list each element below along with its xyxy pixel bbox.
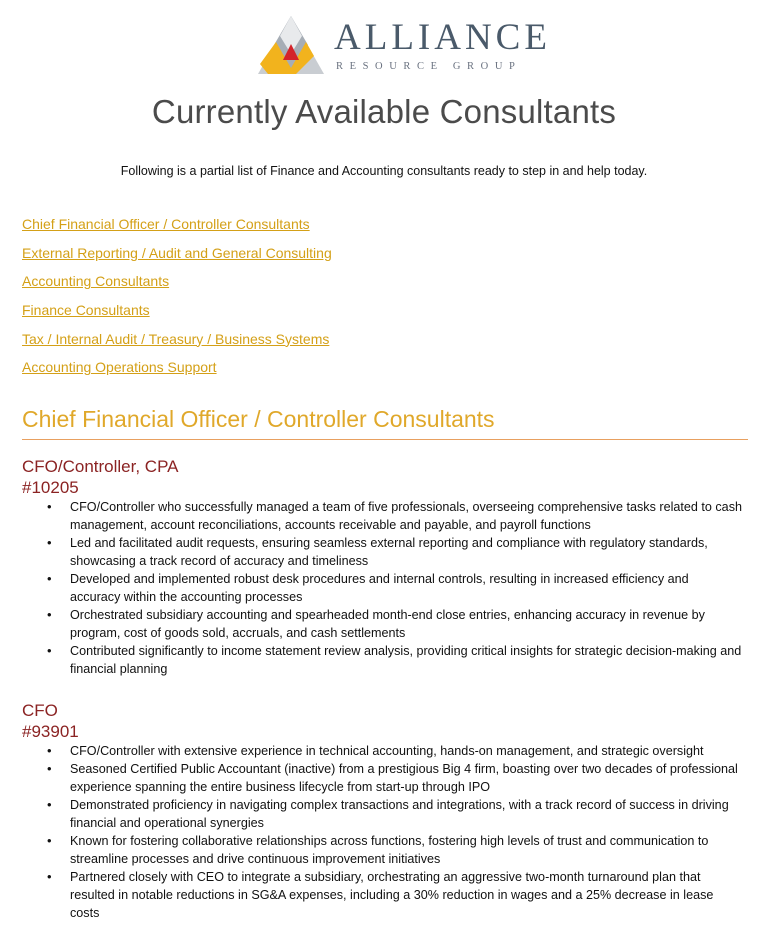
list-item: • Known for fostering collaborative relationships across functions, fostering high levels of trust and communication to streamline processes and drive continuous improvement initiatives xyxy=(22,832,742,868)
page-title: Currently Available Consultants xyxy=(151,93,617,130)
toc-link-cfo-controller[interactable]: Chief Financial Officer / Controller Consultants xyxy=(22,216,310,232)
list-item: • Orchestrated subsidiary accounting and spearheaded month-end close entries, enhancing accuracy in revenue by program, cost of goods sold, accruals, and cash settlements xyxy=(22,606,742,642)
company-logo xyxy=(256,14,566,76)
toc-link-finance[interactable]: Finance Consultants xyxy=(22,302,150,319)
list-item: • CFO/Controller with extensive experience in technical accounting, hands-on management, and strategic oversight xyxy=(22,742,742,760)
consultant-title: CFO xyxy=(22,701,58,720)
list-item: • Partnered closely with CEO to integrate a subsidiary, orchestrating an aggressive two-month turnaround plan that resulted in notable reductions in SG&A expenses, including a 30% reduction in wages and a 25% decrease in lease costs xyxy=(22,868,742,922)
consultant-title: CFO/Controller, CPA xyxy=(22,457,179,476)
consultant-card xyxy=(22,456,742,678)
list-item: • Contributed significantly to income statement review analysis, providing critical insights for strategic decision-making and financial planning xyxy=(22,642,742,678)
toc-link-accounting[interactable]: Accounting Consultants xyxy=(22,273,170,290)
logo-wordmark: ALLIANCE xyxy=(334,17,551,58)
toc-link-tax-audit-treasury[interactable]: Tax / Internal Audit / Treasury / Business Systems xyxy=(22,330,330,347)
list-item: • Led and facilitated audit requests, ensuring seamless external reporting and compliance with regulatory standards, showcasing a track record of accuracy and timeliness xyxy=(22,534,742,570)
toc-link-accounting-operations[interactable]: Accounting Operations Support xyxy=(22,359,217,376)
list-item: • Demonstrated proficiency in navigating complex transactions and integrations, with a track record of success in driving financial and operational synergies xyxy=(22,796,742,832)
consultant-category-links xyxy=(22,214,332,386)
consultant-bullets xyxy=(22,498,742,678)
consultant-id: #93901 xyxy=(22,722,79,741)
section-heading: Chief Financial Officer / Controller Consultants xyxy=(22,406,748,440)
toc-link-external-reporting[interactable]: External Reporting / Audit and General Consulting xyxy=(22,244,332,261)
list-item: • CFO/Controller who successfully managed a team of five professionals, overseeing comprehensive tasks related to cash management, account reconciliations, accounts receivable and payable, and payroll functions xyxy=(22,498,742,534)
list-item: • Seasoned Certified Public Accountant (inactive) from a prestigious Big 4 firm, boasting over two decades of professional experience spanning the entire business lifecycle from start-up through IPO xyxy=(22,760,742,796)
consultant-bullets xyxy=(22,742,742,922)
consultant-card xyxy=(22,700,742,922)
consultant-id: #10205 xyxy=(22,478,79,497)
logo-subtitle: RESOURCE GROUP xyxy=(336,61,522,72)
intro-text: Following is a partial list of Finance and Accounting consultants ready to step in and help today. xyxy=(120,164,648,178)
list-item: • Developed and implemented robust desk procedures and internal controls, resulting in increased efficiency and accuracy within the accounting processes xyxy=(22,570,742,606)
alliance-triangle-logo-icon xyxy=(256,14,326,76)
